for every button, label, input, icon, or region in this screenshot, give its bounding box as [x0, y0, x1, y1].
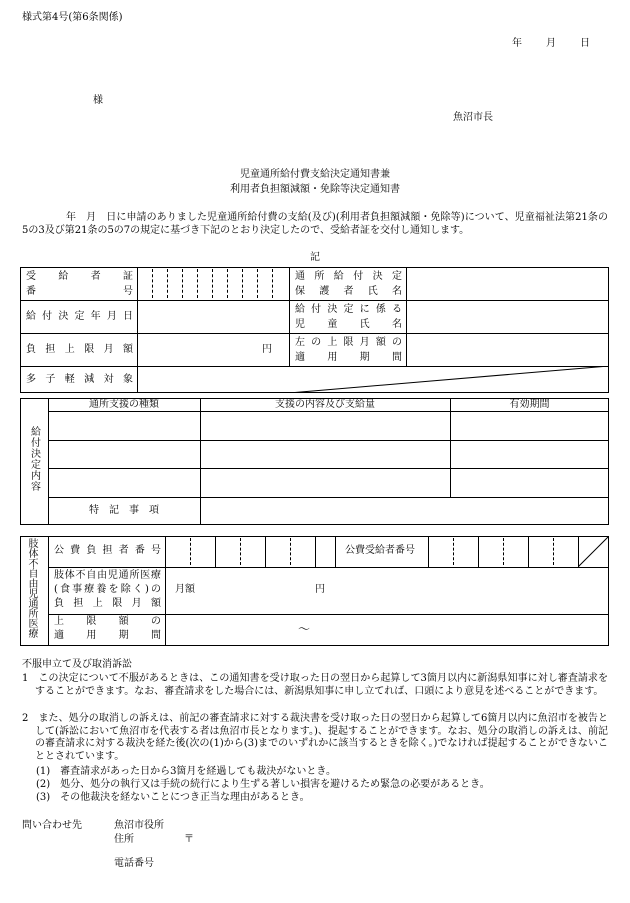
- diagonal-slash-medical: [578, 536, 609, 567]
- appeal-sub-2: (2) 処分、処分の執行又は手続の続行により生ずる著しい損害を避けるため緊急の必要があるとき。: [36, 779, 490, 790]
- label-med-2: (食事療養を除く)の: [54, 584, 161, 595]
- contact-postal-mark: 〒: [184, 834, 194, 845]
- side-label-benefit-content: 給付決定内容: [28, 426, 40, 492]
- label-period-2: 適 用 期 間: [295, 352, 402, 363]
- col-support-content: 支援の内容及び支給量: [275, 399, 375, 410]
- label-med-period-2: 適 用 期 間: [54, 630, 161, 641]
- date-year: 年: [512, 38, 522, 49]
- col-valid-period: 有効期間: [509, 399, 550, 410]
- label-med-1: 肢体不自由児通所医療: [54, 570, 161, 581]
- date-month: 月: [546, 38, 556, 49]
- ki-label: 記: [310, 252, 320, 263]
- label-med-yen: 円: [315, 584, 325, 595]
- label-special-notes: 特 記 事 項: [89, 505, 159, 516]
- label-med-period-1: 上 限 額 の: [54, 616, 161, 627]
- contact-label: 問い合わせ先: [22, 820, 82, 831]
- appeal-heading: 不服申立て及び取消訴訟: [22, 659, 132, 670]
- appeal-sub-3: (3) その他裁決を経ないことにつき正当な理由があるとき。: [36, 792, 310, 803]
- intro-paragraph: 年 月 日に申請のありました児童通所給付費の支給(及び)(利用者負担額減額・免除等)について、児童福祉法第21条の5の3及び第21条の5の7の規定に基づき下記のとおり決定したので、受給者証を交付し通知します。: [22, 212, 608, 236]
- label-yen: 円: [262, 344, 272, 355]
- label-public-recipient-no: 公費受給者番号: [345, 545, 415, 556]
- label-recipient-no-2a: 番: [26, 286, 36, 297]
- label-med-3: 負担上限月額: [54, 598, 161, 609]
- appeal-item-2: 2 また、処分の取消しの訴えは、前記の審査請求に対する裁決書を受け取った日の翌日から起算して6箇月以内に魚沼市を被告として(訴訟において魚沼市を代表する者は魚沼市長となります。)、提起することができます。なお、処分の取消しの訴えは、前記の審査請求に対する裁決を経た後(次の(1)から(3)までのいずれかに該当するときを除く。)でなければ提起することができないこととされています。: [22, 713, 608, 762]
- side-label-medical: 肢体不自由児通所医療: [26, 538, 37, 638]
- label-decision-date: 給付決定年月日: [26, 311, 133, 322]
- label-recipient-no-1: 受 給 者 証: [26, 271, 133, 282]
- diagonal-slash: [289, 366, 609, 393]
- date-day: 日: [580, 38, 590, 49]
- contact-phone-label: 電話番号: [114, 858, 154, 869]
- tilde: ～: [298, 622, 311, 636]
- label-multi-child: 多子軽減対象: [26, 374, 133, 385]
- document-title-line2: 利用者負担額減額・免除等決定通知書: [230, 184, 400, 195]
- addressee-suffix: 様: [93, 95, 103, 106]
- label-child-2: 児 童 氏 名: [295, 319, 402, 330]
- label-guardian-1: 通所給付決定: [295, 271, 402, 282]
- label-payer-no: 公費負担者番号: [54, 545, 161, 556]
- label-burden-limit: 負担上限月額: [26, 344, 133, 355]
- label-period-1: 左の上限月額の: [295, 337, 402, 348]
- appeal-item-1: 1 この決定について不服があるときは、この通知書を受け取った日の翌日から起算して3箇月以内に新潟県知事に対し審査請求をすることができます。なお、審査請求をした場合には、新潟県知事に申し立てれば、口頭により意見を述べることができます。: [22, 673, 608, 697]
- col-service-type: 通所支援の種類: [89, 399, 159, 410]
- date-line: [512, 38, 590, 51]
- issuer: 魚沼市長: [453, 112, 493, 123]
- label-recipient-no-2b: 号: [123, 286, 133, 297]
- contact-office: 魚沼市役所: [114, 820, 164, 831]
- contact-address-label: 住所: [114, 834, 134, 845]
- form-number: 様式第4号(第6条関係): [22, 12, 123, 23]
- label-monthly-amount: 月額: [175, 584, 195, 595]
- appeal-sub-1: (1) 審査請求があった日から3箇月を経過しても裁決がないとき。: [36, 766, 337, 777]
- label-guardian-2: 保護者氏名: [295, 286, 402, 297]
- document-title-line1: 児童通所給付費支給決定通知書兼: [240, 169, 390, 180]
- label-child-1: 給付決定に係る: [295, 304, 402, 315]
